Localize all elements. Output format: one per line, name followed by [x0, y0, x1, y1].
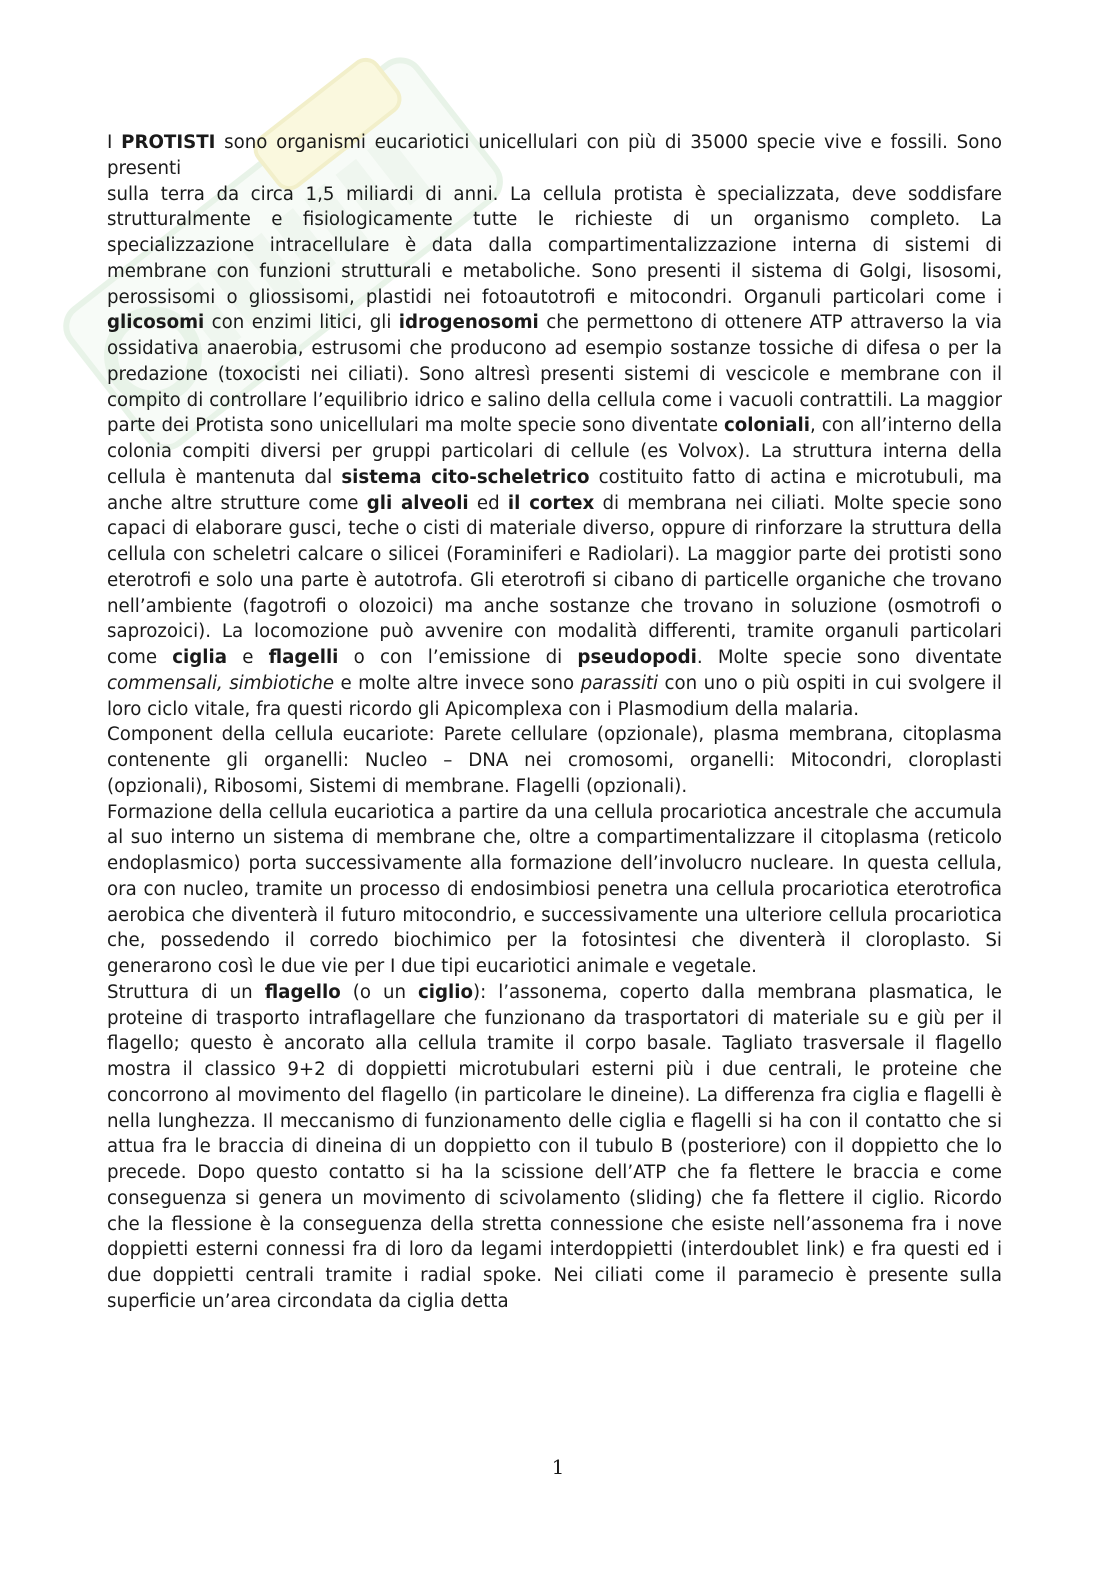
text-run: o con l’emissione di — [338, 647, 578, 668]
text-run: e — [227, 647, 269, 668]
text-run: sono organismi eucariotici unicellulari con più di 35000 specie vive e fossili. Sono presenti — [107, 132, 1002, 179]
bold-term: ciglio — [418, 981, 474, 1003]
text-run: ): l’assonema, coperto dalla membrana plasmatica, le proteine di trasporto intraflagellare che funzionano da trasportatori di materiale su e giù per il flagello; questo è ancorato alla cellula tramite il corpo basale. Tagliato trasversale il flagello mostra il classico 9+2 di doppietti microtubulari esterni più i due centrali, le proteine che concorrono al movimento del flagello (in particolare le dineine). La differenza fra ciglia e flagelli è nella lunghezza. Il meccanismo di funzionamento delle ciglia e flagelli si ha con il contatto che si attua fra le braccia di dineina di un doppietto con il tubulo B (posteriore) con il doppietto che lo precede. Dopo questo contatto si ha la scissione dell’ATP che fa flettere le braccia e come conseguenza si genera un movimento di scivolamento (sliding) che fa flettere il ciglio. Ricordo che la flessione è la conseguenza della stretta connessione che esiste nell’assonema fra i nove doppietti esterni connessi fra di loro da legami interdoppietti (interdoublet link) e fra questi ed i due doppietti centrali tramite i radial spoke. Nei ciliati come il paramecio è presente sulla superficie un’area circondata da ciglia detta — [107, 981, 1002, 1312]
text-run: (o un — [340, 981, 419, 1003]
paragraph-flagello — [107, 980, 1002, 1315]
text-run: ed — [468, 492, 508, 514]
paragraph-formazione: Formazione della cellula eucariotica a partire da una cellula procariotica ancestrale che accumula al suo interno un sistema di membrane che, oltre a compartimentalizzare il citoplasma (reticolo endoplasmico) porta successivamente alla formazione dell’involucro nucleare. In questa cellula, ora con nucleo, tramite un processo di endosimbiosi penetra una cellula procariotica eterotrofica aerobica che diventerà il futuro mitocondrio, e successivamente una ulteriore cellula procariotica che, possedendo il corredo biochimico per la fotosintesi che diventerà il cloroplasto. Si generarono così le due vie per I due tipi eucariotici animale e vegetale. — [107, 801, 1002, 977]
text-run: di membrana nei ciliati. Molte specie sono capaci di elaborare gusci, teche o cisti di materiale diverso, oppure di rinforzare la struttura della cellula con scheletri calcare o silicei (Foraminiferi e Radiolari). La maggior parte dei protisti sono eterotrofi e solo una parte è autotrofa. Gli eterotrofi si cibano di particelle organiche che trovano nell’ambiente (fagotrofi o olozoici) ma anche sostanze che trovano in soluzione (osmotrofi o saprozoici). La locomozione può avvenire con modalità differenti, tramite organuli particolari come — [107, 492, 1002, 668]
bold-term: pseudopodi — [577, 647, 697, 668]
bold-term: coloniali — [724, 415, 810, 437]
paragraph-protisti-continued — [107, 182, 1002, 723]
text-run: I — [107, 132, 122, 153]
text-run: sulla terra da circa 1,5 miliardi di anni. La cellula protista è specializzata, deve soddisfare strutturalmente e fisiologicamente tutte le richieste di un organismo completo. La specializzazione intracellulare è data dalla compartimentalizzazione interna di sistemi di membrane con funzioni strutturali e metaboliche. Sono presenti il sistema di Golgi, lisosomi, perossisomi o gliossisomi, plastidi nei fotoautotrofi e mitocondri. Organuli particolari come i — [107, 183, 1002, 308]
text-run: costituito fatto di actina e microtubuli, ma anche altre strutture come — [107, 466, 1003, 514]
bold-term: glicosomi — [107, 312, 205, 334]
bold-term: gli alveoli — [366, 492, 469, 514]
document-text — [107, 130, 1002, 1315]
italic-term: commensali, simbiotiche — [107, 672, 335, 694]
bold-term: ciglia — [172, 647, 228, 668]
bold-term: il cortex — [507, 492, 595, 514]
text-run: che permettono di ottenere ATP attraverso la via ossidativa anaerobia, estrusomi che producono ad esempio sostanze tossiche di difesa o per la predazione (toxocisti nei ciliati). Sono altresì presenti sistemi di vescicole e membrane con il compito di controllare l’equilibrio idrico e salino della cellula come i vacuoli contrattili. La maggior parte dei Protista sono unicellulari ma molte specie sono diventate — [107, 312, 1002, 437]
paragraph-componenti: Component della cellula eucariote: Parete cellulare (opzionale), plasma membrana, citoplasma contenente gli organelli: Nucleo – DNA nei cromosomi, organelli: Mitocondri, cloroplasti (opzionali), Ribosomi, Sistemi di membrane. Flagelli (opzionali). — [107, 724, 1002, 797]
bold-term: flagello — [264, 981, 341, 1003]
bold-term: flagelli — [268, 647, 339, 668]
text-run: . Molte specie sono diventate — [696, 647, 1002, 668]
bold-term: idrogenosomi — [398, 312, 539, 334]
paragraph-protisti — [107, 130, 1002, 182]
text-run: Struttura di un — [107, 981, 265, 1003]
text-run: con enzimi litici, gli — [204, 312, 399, 334]
text-run: e molte altre invece sono — [334, 672, 581, 694]
page-number: 1 — [551, 1455, 565, 1479]
text-run: , con all’interno della colonia compiti diversi per gruppi particolari di cellule (es Volvox). La struttura interna della cellula è mantenuta dal — [107, 415, 1002, 488]
bold-term: PROTISTI — [121, 132, 216, 153]
text-run: con uno o più ospiti in cui svolgere il loro ciclo vitale, fra questi ricordo gli Apicomplexa con i Plasmodium della malaria. — [107, 672, 1002, 720]
bold-term: sistema cito-scheletrico — [341, 466, 590, 488]
italic-term: parassiti — [580, 672, 659, 694]
